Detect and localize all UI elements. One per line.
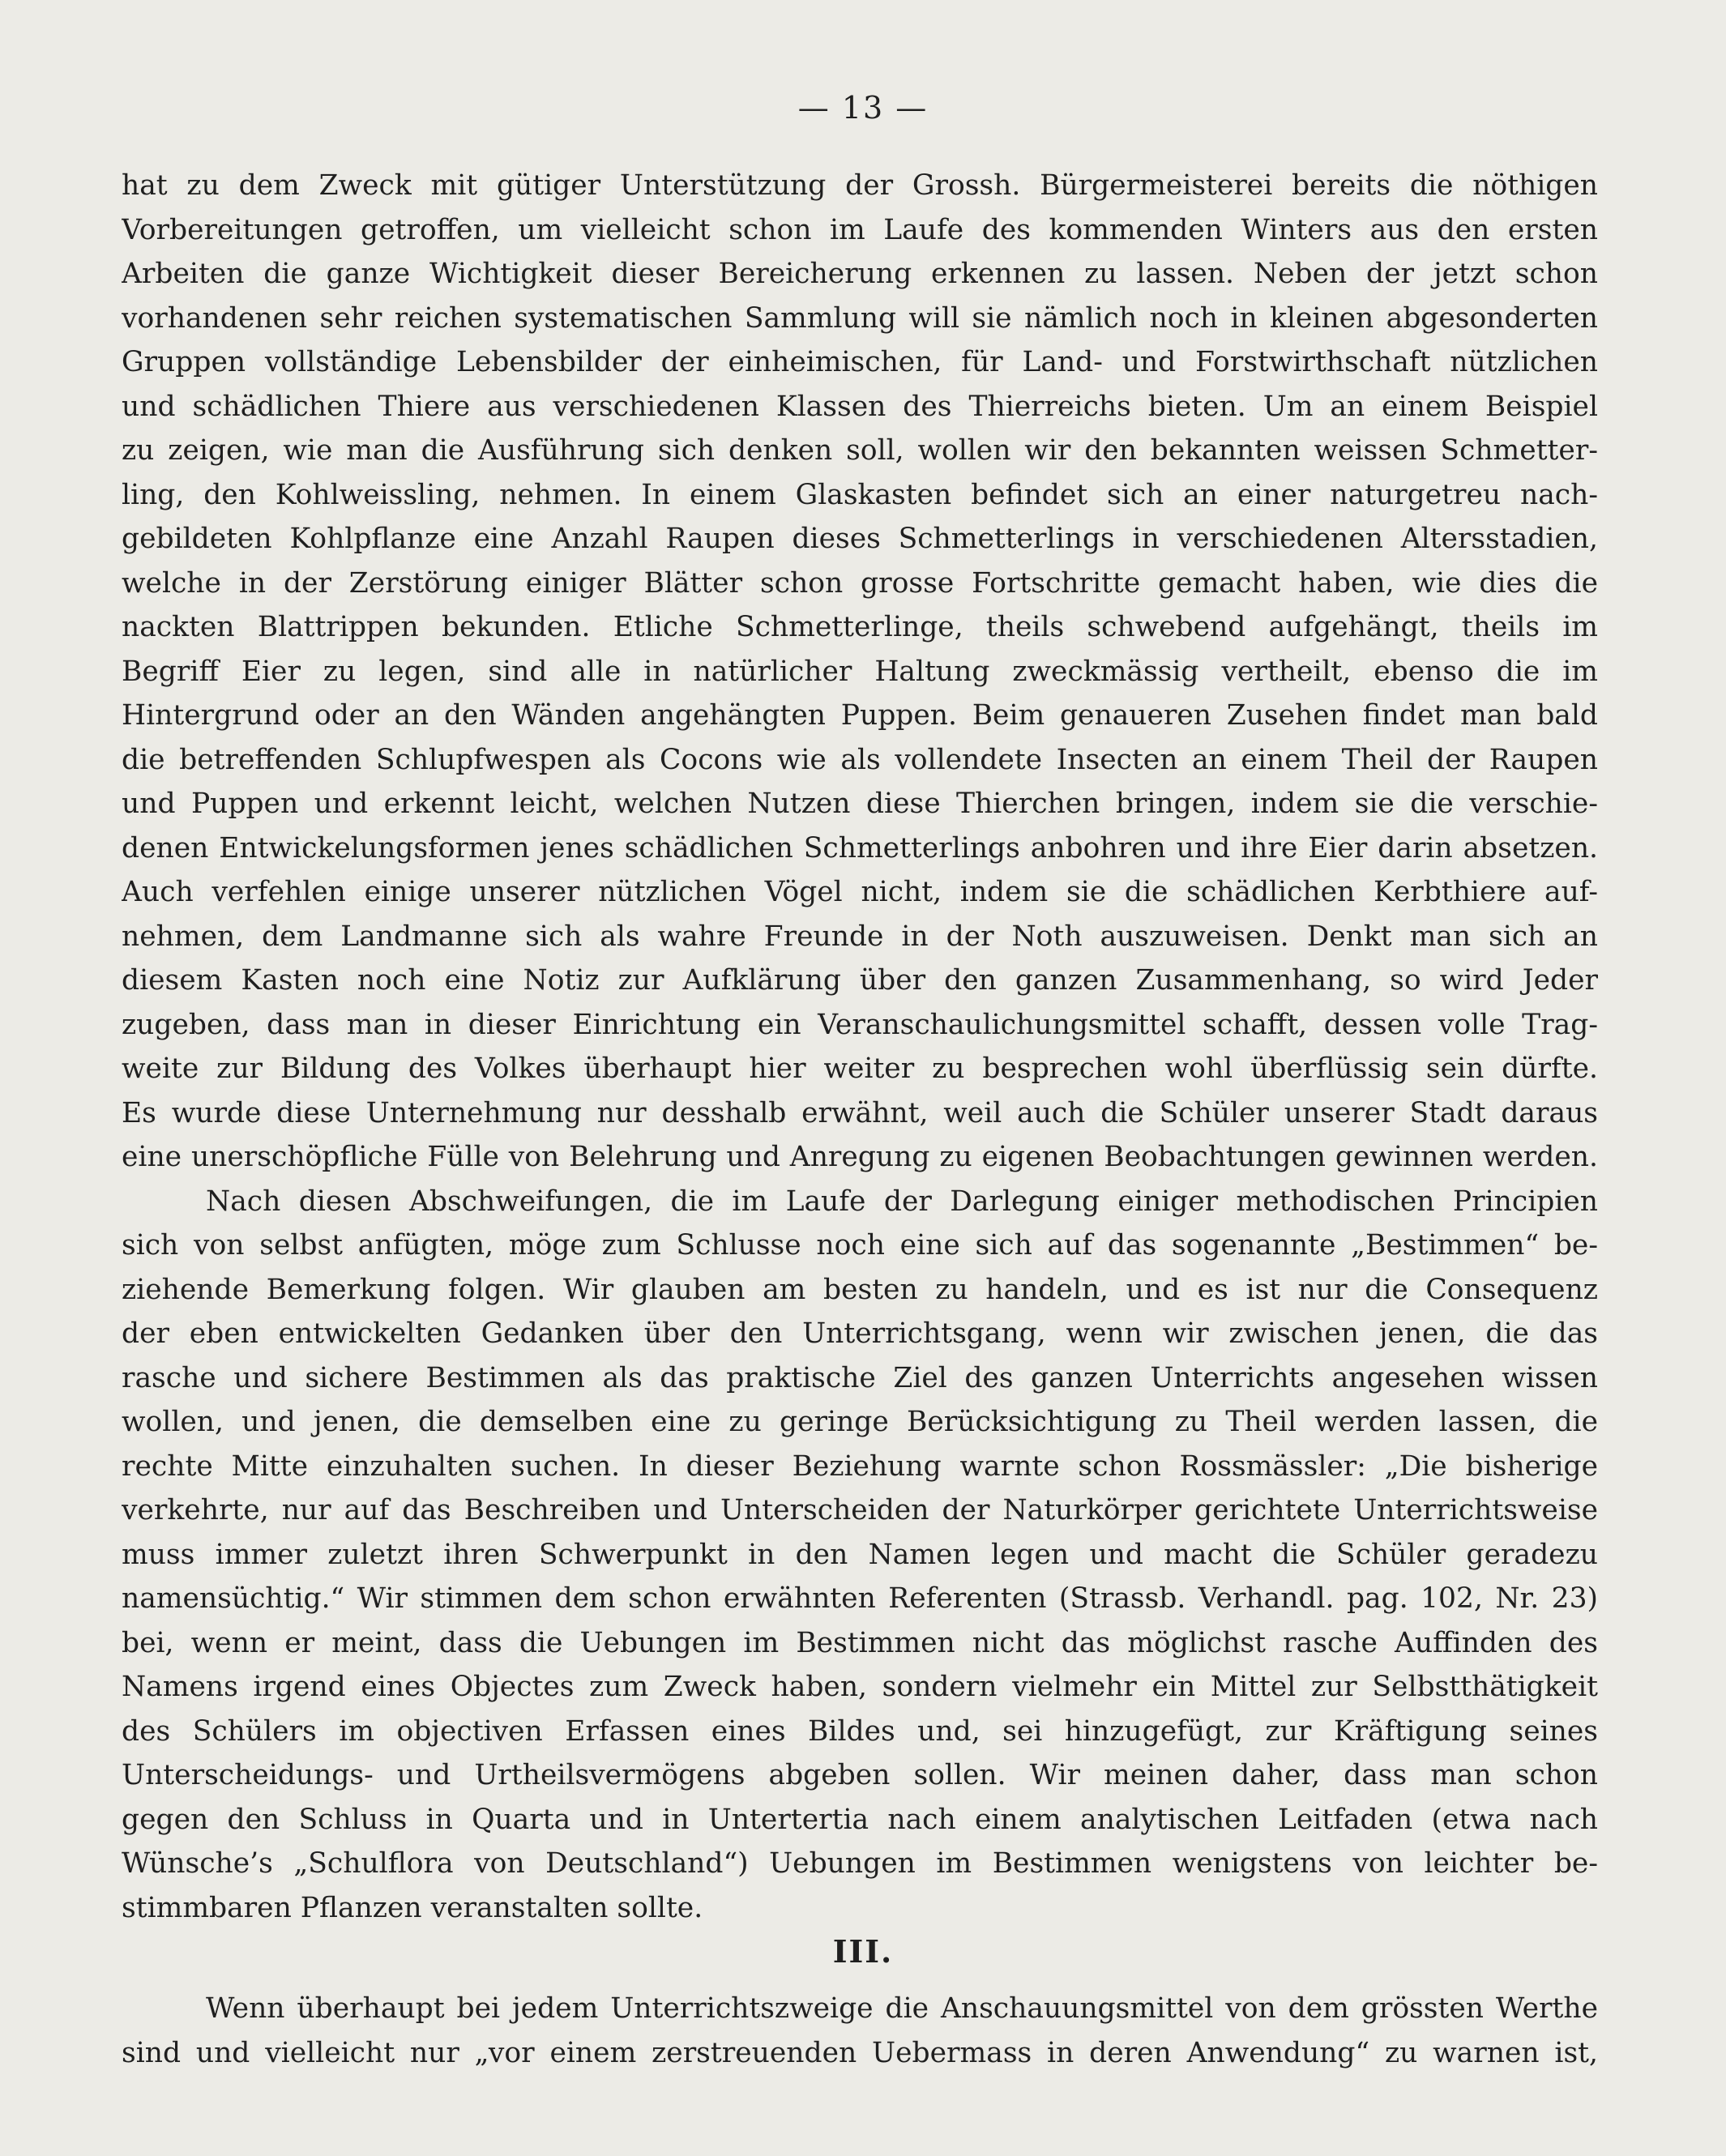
- text-line: vorhandenen sehr reichen systematischen Sammlung will sie nämlich noch in kleinen abgesonderten: [122, 301, 1598, 335]
- text-line: Nach diesen Abschweifungen, die im Laufe der Darlegung einiger methodischen Principien: [206, 1185, 1598, 1218]
- text-line: rechte Mitte einzuhalten suchen. In dieser Beziehung warnte schon Rossmässler: „Die bisherige: [122, 1449, 1598, 1483]
- text-line: Auch verfehlen einige unserer nützlichen Vögel nicht, indem sie die schädlichen Kerbthiere auf-: [122, 876, 1598, 908]
- text-line: Wünsche’s „Schulflora von Deutschland“) Uebungen im Bestimmen wenigstens von leichter be-: [122, 1847, 1598, 1880]
- text-line: stimmbaren Pflanzen veranstalten sollte.: [122, 1891, 703, 1924]
- text-line: die betreffenden Schlupfwespen als Cocons wie als vollendete Insecten an einem Theil der Raupen: [122, 743, 1598, 776]
- text-line: Gruppen vollständige Lebensbilder der einheimischen, für Land- und Forstwirthschaft nützlichen: [122, 346, 1598, 378]
- text-line: ziehende Bemerkung folgen. Wir glauben am besten zu handeln, und es ist nur die Consequenz: [122, 1273, 1598, 1306]
- text-line: sind und vielleicht nur „vor einem zerstreuenden Uebermass in deren Anwendung“ zu warnen ist,: [122, 2036, 1598, 2069]
- text-line: rasche und sichere Bestimmen als das praktische Ziel des ganzen Unterrichts angesehen wissen: [122, 1361, 1598, 1394]
- text-line: Begriff Eier zu legen, sind alle in natürlicher Haltung zweckmässig vertheilt, ebenso die im: [122, 655, 1598, 688]
- text-line: der eben entwickelten Gedanken über den Unterrichtsgang, wenn wir zwischen jenen, die das: [122, 1317, 1598, 1350]
- text-line: bei, wenn er meint, dass die Uebungen im Bestimmen nicht das möglichst rasche Auffinden des: [122, 1626, 1598, 1659]
- text-line: ling, den Kohlweissling, nehmen. In einem Glaskasten befindet sich an einer naturgetreu nach-: [122, 478, 1598, 511]
- text-line: gebildeten Kohlpflanze eine Anzahl Raupen dieses Schmetterlings in verschiedenen Altersstadien,: [122, 523, 1598, 555]
- text-line: Arbeiten die ganze Wichtigkeit dieser Bereicherung erkennen zu lassen. Neben der jetzt schon: [122, 258, 1598, 290]
- paragraph-1: [122, 164, 1598, 1930]
- text-line: Wenn überhaupt bei jedem Unterrichtszweige die Anschauungsmittel von dem grössten Werthe: [206, 1992, 1598, 2025]
- text-line: eine unerschöpfliche Fülle von Belehrung und Anregung zu eigenen Beobachtungen gewinnen werden.: [122, 1141, 1598, 1173]
- text-line: zugeben, dass man in dieser Einrichtung ein Veranschaulichungsmittel schafft, dessen volle Trag-: [122, 1008, 1598, 1041]
- text-line: Unterscheidungs- und Urtheilsvermögens abgeben sollen. Wir meinen daher, dass man schon: [122, 1759, 1598, 1791]
- text-line: nackten Blattrippen bekunden. Etliche Schmetterlinge, theils schwebend aufgehängt, theils im: [122, 611, 1598, 643]
- text-line: Es wurde diese Unternehmung nur desshalb erwähnt, weil auch die Schüler unserer Stadt daraus: [122, 1096, 1598, 1129]
- section-heading: III.: [832, 1933, 894, 1970]
- text-line: sich von selbst anfügten, möge zum Schlusse noch eine sich auf das sogenannte „Bestimmen“ be-: [122, 1229, 1598, 1262]
- text-line: hat zu dem Zweck mit gütiger Unterstützung der Grossh. Bürgermeisterei bereits die nöthigen: [122, 169, 1598, 202]
- text-line: wollen, und jenen, die demselben eine zu geringe Berücksichtigung zu Theil werden lassen, die: [122, 1406, 1598, 1438]
- text-line: und Puppen und erkennt leicht, welchen Nutzen diese Thierchen bringen, indem sie die verschie-: [122, 788, 1598, 820]
- text-line: denen Entwickelungsformen jenes schädlichen Schmetterlings anbohren und ihre Eier darin absetzen.: [122, 831, 1598, 865]
- text-line: des Schülers im objectiven Erfassen eines Bildes und, sei hinzugefügt, zur Kräftigung seines: [122, 1714, 1598, 1748]
- text-line: und schädlichen Thiere aus verschiedenen Klassen des Thierreichs bieten. Um an einem Beispiel: [122, 390, 1598, 423]
- text-line: verkehrte, nur auf das Beschreiben und Unterscheiden der Naturkörper gerichtete Unterrichtsweise: [122, 1494, 1598, 1526]
- text-line: Vorbereitungen getroffen, um vielleicht schon im Laufe des kommenden Winters aus den ersten: [122, 213, 1598, 246]
- page-number: — 13 —: [797, 90, 929, 126]
- text-line: welche in der Zerstörung einiger Blätter schon grosse Fortschritte gemacht haben, wie dies die: [122, 566, 1598, 600]
- text-line: gegen den Schluss in Quarta und in Untertertia nach einem analytischen Leitfaden (etwa nach: [122, 1803, 1598, 1836]
- text-line: nehmen, dem Landmanne sich als wahre Freunde in der Noth auszuweisen. Denkt man sich an: [122, 920, 1598, 953]
- text-line: diesem Kasten noch eine Notiz zur Aufklärung über den ganzen Zusammenhang, so wird Jeder: [122, 964, 1598, 997]
- text-line: muss immer zuletzt ihren Schwerpunkt in den Namen legen und macht die Schüler geradezu: [122, 1538, 1598, 1571]
- text-line: weite zur Bildung des Volkes überhaupt hier weiter zu besprechen wohl überflüssig sein dürfte.: [122, 1052, 1598, 1085]
- text-line: zu zeigen, wie man die Ausführung sich denken soll, wollen wir den bekannten weissen Schmetter-: [122, 434, 1598, 467]
- text-line: namensüchtig.“ Wir stimmen dem schon erwähnten Referenten (Strassb. Verhandl. pag. 102, Nr. 23): [122, 1582, 1598, 1615]
- text-line: Hintergrund oder an den Wänden angehängten Puppen. Beim genaueren Zusehen findet man bald: [122, 699, 1598, 732]
- paragraph-3: [122, 1987, 1598, 2075]
- text-line: Namens irgend eines Objectes zum Zweck haben, sondern vielmehr ein Mittel zur Selbstthätigkeit: [122, 1671, 1598, 1703]
